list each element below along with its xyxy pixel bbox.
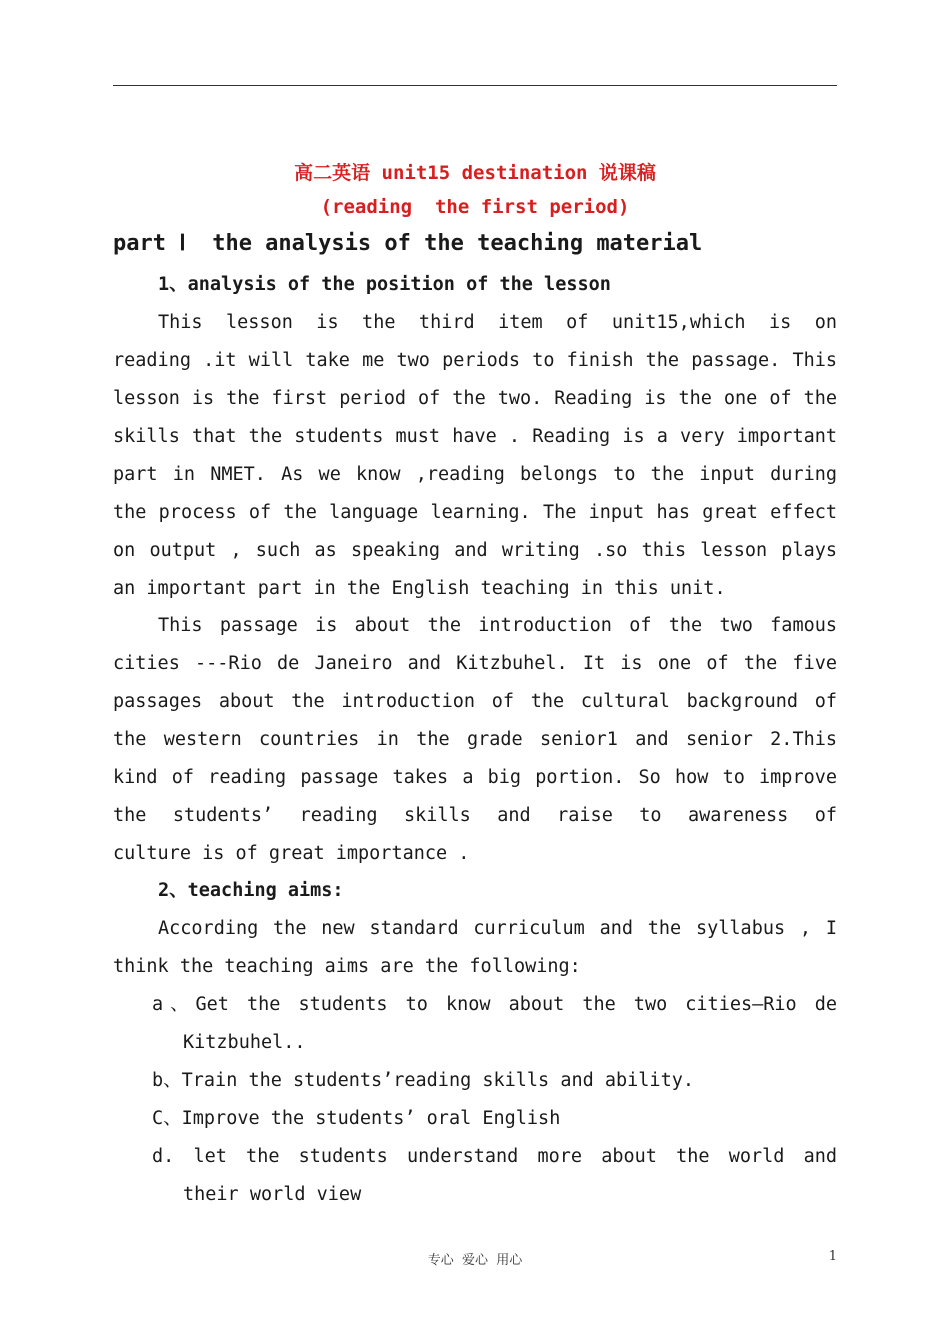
text-line: culture is of great importance . xyxy=(113,843,470,864)
document-title: 高二英语 unit15 destination 说课稿 xyxy=(294,162,656,184)
text-line: passages about the introduction of the cultural background of xyxy=(113,691,837,712)
list-item: d. let the students understand more about the world and xyxy=(152,1146,837,1167)
text-line: skills that the students must have . Reading is a very important xyxy=(113,426,837,447)
page-number: 1 xyxy=(828,1249,837,1264)
list-item-continuation: their world view xyxy=(183,1184,362,1205)
text-line: cities ---Rio de Janeiro and Kitzbuhel. It is one of the five xyxy=(113,653,837,674)
footer-motto: 专心 爱心 用心 xyxy=(427,1253,523,1268)
text-line: the western countries in the grade senior1 and senior 2.This xyxy=(113,729,837,750)
list-item-continuation: Kitzbuhel.. xyxy=(183,1032,306,1053)
list-item: C、Improve the students’ oral English xyxy=(152,1108,561,1129)
paragraph-passage xyxy=(113,607,837,873)
document-subtitle: (reading the first period) xyxy=(320,196,630,218)
list-item: b、Train the students’reading skills and ability. xyxy=(152,1070,694,1091)
text-line: kind of reading passage takes a big portion. So how to improve xyxy=(113,767,837,788)
part-heading: part Ⅰ the analysis of the teaching material xyxy=(113,231,703,256)
text-line: the students’ reading skills and raise to awareness of xyxy=(113,805,837,826)
text-line: This passage is about the introduction of the two famous xyxy=(158,615,837,636)
text-line: the process of the language learning. The input has great effect xyxy=(113,502,837,523)
text-line: think the teaching aims are the following: xyxy=(113,956,581,977)
section1-heading: 1、analysis of the position of the lesson xyxy=(158,274,611,295)
section2-heading: 2、teaching aims: xyxy=(158,880,344,901)
text-line: an important part in the English teaching in this unit. xyxy=(113,578,726,599)
list-item: a、Get the students to know about the two cities—Rio de xyxy=(152,994,837,1015)
header-rule xyxy=(113,85,837,86)
text-line: part in NMET. As we know ,reading belongs to the input during xyxy=(113,464,837,485)
teaching-aims-list xyxy=(152,986,837,1214)
text-line: lesson is the first period of the two. Reading is the one of the xyxy=(113,388,837,409)
text-line: According the new standard curriculum and the syllabus , I xyxy=(158,918,837,939)
paragraph-position xyxy=(113,304,837,608)
text-line: This lesson is the third item of unit15,which is on xyxy=(158,312,837,333)
text-line: reading .it will take me two periods to finish the passage. This xyxy=(113,350,837,371)
paragraph-aims-intro xyxy=(113,910,837,986)
text-line: on output , such as speaking and writing .so this lesson plays xyxy=(113,540,837,561)
